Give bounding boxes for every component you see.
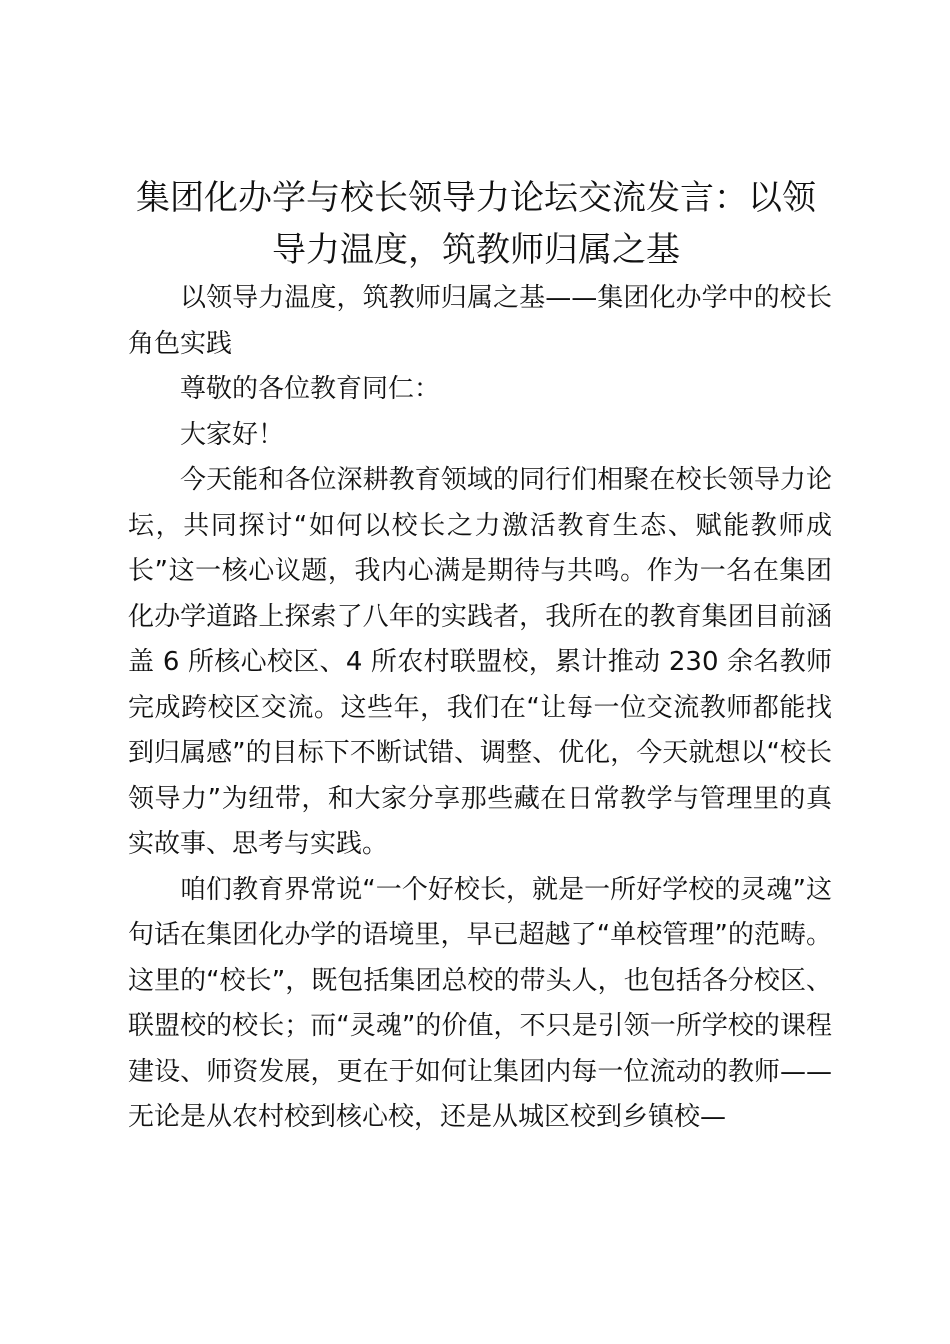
greeting-paragraph: 大家好！: [180, 419, 285, 450]
body-paragraph: 今天能和各位深耕教育领域的同行们相聚在校长领导力论坛，共同探讨“如何以校长之力激活教育生态、赋能教师成长”这一核心议题，我内心满是期待与共鸣。作为一名在集团化办学道路上探索了八年的实践者，我所在的教育集团目前涵盖 6 所核心校区、4 所农村联盟校，累计推动 230 余名教师完成跨校区交流。这些年，我们在“让每一位交流教师都能找到归属感”的目标下不断试错、调整、优化，今天就想以“校长领导力”为纽带，和大家分享那些藏在日常教学与管理里的真实故事、思考与实践。: [128, 465, 832, 859]
salutation-paragraph: 尊敬的各位教育同仁：: [180, 374, 441, 404]
document-body: [128, 276, 832, 1141]
body-paragraph: 咱们教育界常说“一个好校长，就是一所好学校的灵魂”这句话在集团化办学的语境里，早已超越了“单校管理”的范畴。这里的“校长”，既包括集团总校的带头人，也包括各分校区、联盟校的校长；而“灵魂”的价值，不只是引领一所学校的课程建设、师资发展，更在于如何让集团内每一位流动的教师——无论是从农村校到核心校，还是从城区校到乡镇校—: [128, 874, 832, 1132]
document-title: 集团化办学与校长领导力论坛交流发言：以领导力温度，筑教师归属之基: [136, 178, 816, 270]
subtitle-paragraph: 以领导力温度，筑教师归属之基——集团化办学中的校长角色实践: [128, 283, 832, 359]
